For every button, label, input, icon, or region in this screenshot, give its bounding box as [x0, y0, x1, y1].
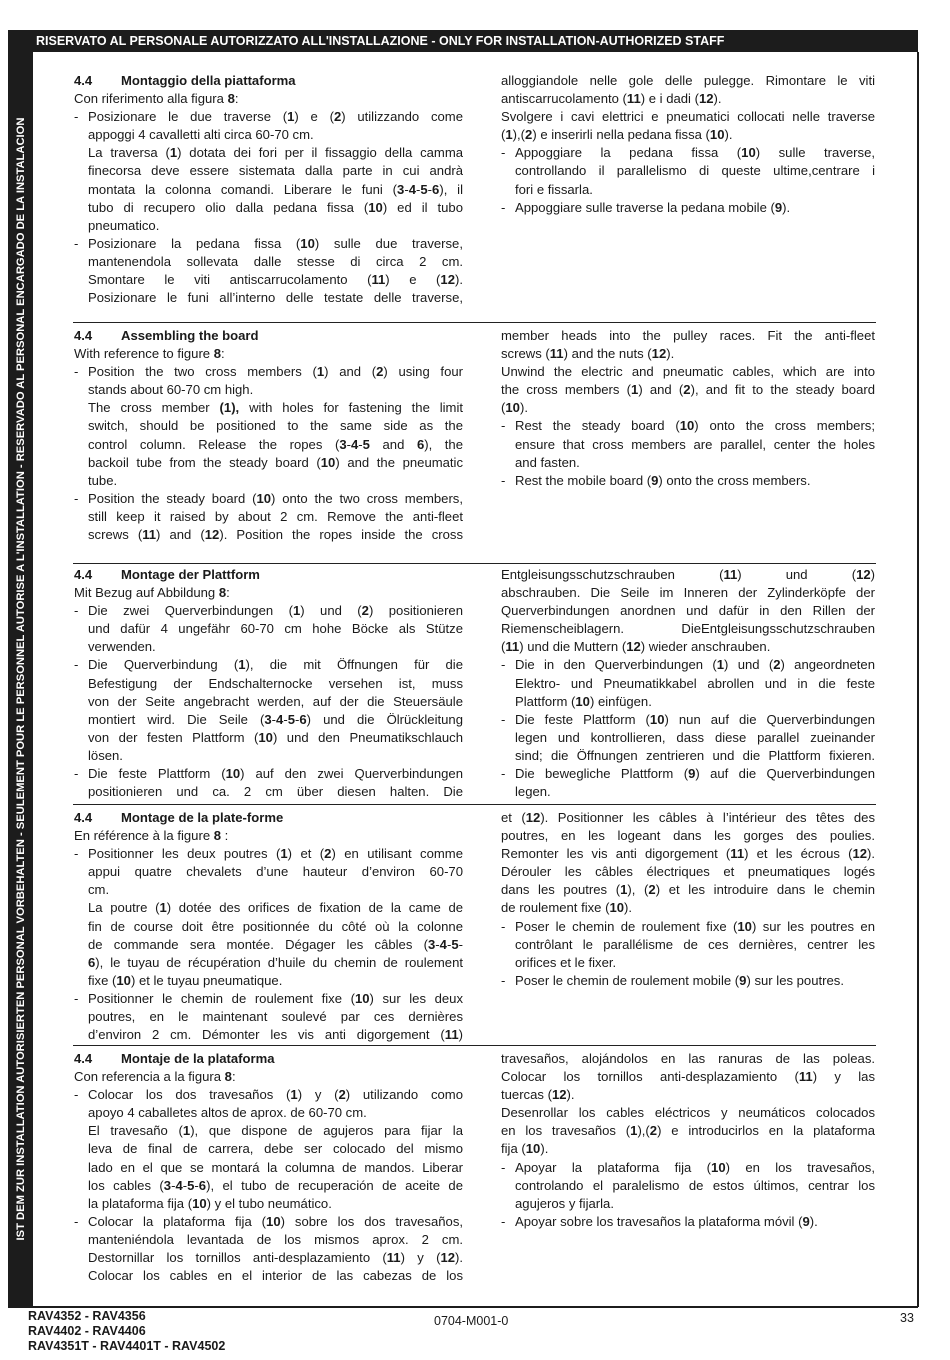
frame-right-border — [917, 52, 919, 1307]
section-heading — [74, 1050, 463, 1068]
text-line: los cables (3-4-5-6), el tubo de recuperación de aceite de — [88, 1177, 463, 1193]
text-line: d’environ 2 cm. Démonter les vis anti digorgement (11) — [88, 1027, 463, 1043]
section-number: 4.4 — [74, 328, 93, 343]
german-right-column — [501, 566, 875, 801]
section-divider — [73, 804, 876, 805]
italian-left-column — [74, 72, 463, 307]
text-line: - Apoyar la plataforma fija (10) en los travesaños, — [501, 1159, 875, 1177]
german-left-column — [74, 566, 463, 801]
text-line: lösen. — [88, 747, 123, 763]
section-divider — [73, 1045, 876, 1046]
text-line: leva de final de carrera, debe ser colocado del mismo — [88, 1141, 463, 1157]
text-line: positionieren und ca. 2 cm über diesen halten. Die — [88, 784, 463, 800]
text-line: - Die Querverbindung (1), die mit Öffnungen für die — [74, 656, 463, 674]
text-line: fixe (10) et le tuyau pneumatique. — [88, 972, 283, 988]
text-line: Elektro- und Pneumatikkabel abrollen und in die feste — [515, 675, 875, 691]
text-line: - Position the steady board (10) onto the two cross members, — [74, 490, 463, 508]
text-line: Posizionare le funi all’interno delle testate delle traverse, — [88, 290, 463, 306]
text-line: alloggiandole nelle gole delle pulegge. Rimontare le viti — [501, 73, 875, 88]
text-line: Smontare le viti antiscarrucolamento (11) e (12). — [88, 272, 463, 288]
text-line: pneumatico. — [88, 217, 160, 233]
text-line: - Die bewegliche Plattform (9) auf die Querverbindungen — [501, 765, 875, 783]
french-left-column — [74, 809, 463, 1044]
sidebar-vertical-text: IST DEM ZUR INSTALLATION AUTORISIERTEN PERSONAL VORBEHALTEN - SEULEMENT POUR LE PERSONNEL AUTORISE A L'INSTALLATION - RESERVADO AL PERSONAL ENCARGADO DE LA INSTALACION — [14, 117, 27, 1241]
text-line: de commande sera montée. Dégager les câbles (3-4-5- — [88, 936, 463, 952]
text-line: (1),(2) e inserirli nella pedana fissa (10). — [501, 127, 733, 143]
text-line: En référence à la figure 8 : — [74, 828, 229, 844]
text-line: (11) und die Muttern (12) wieder anschrauben. — [501, 639, 771, 655]
text-line: de roulement fixe (10). — [501, 900, 633, 916]
section-heading — [74, 809, 463, 827]
footer-model-line: RAV4351T - RAV4401T - RAV4502 — [28, 1339, 226, 1353]
french-right-column — [501, 809, 875, 990]
footer-model-line: RAV4402 - RAV4406 — [28, 1324, 146, 1338]
english-right-column — [501, 327, 875, 490]
document-code: 0704-M001-0 — [434, 1314, 509, 1328]
text-line: Plattform (10) einfügen. — [515, 693, 652, 709]
section-title: Assembling the board — [121, 328, 259, 343]
text-line: The cross member (1), with holes for fastening the limit — [88, 400, 463, 416]
text-line: apoyo 4 caballetes altos de aprox. de 60-70 cm. — [88, 1105, 367, 1121]
text-line: - Posizionare le due traverse (1) e (2) utilizzando come — [74, 108, 463, 126]
text-line: travesaños, alojándolos en las ranuras de las poleas. — [501, 1051, 875, 1066]
section-number: 4.4 — [74, 810, 93, 825]
text-line: Mit Bezug auf Abbildung 8: — [74, 585, 230, 601]
text-line: antiscarrucolamento (11) e i dadi (12). — [501, 91, 722, 107]
text-line: ensure that cross members are parallel, center the holes — [515, 436, 875, 452]
text-line: la plataforma fija (10) y el tubo neumático. — [88, 1195, 332, 1211]
text-line: legen und kontrollieren, dass diese parallel zueinander — [515, 729, 875, 745]
text-line: agujeros y fijarla. — [515, 1195, 614, 1211]
text-line: contrôlant le parallélisme de ces dernières, centrer les — [515, 936, 875, 952]
text-line: Destornillar los tornillos anti-desplazamiento (11) y (12). — [88, 1250, 463, 1266]
text-line: und dafür 4 ungefähr 60-70 cm hohe Böcke als Stütze — [88, 621, 463, 637]
text-line: - Colocar los dos travesaños (1) y (2) utilizando como — [74, 1086, 463, 1104]
text-line: von der festen Plattform (10) und den Pneumatikschlauch — [88, 729, 463, 745]
text-line: montata la colonna comandi. Liberare le funi (3-4-5-6), il — [88, 181, 463, 197]
text-line: Entgleisungsschutzschrauben (11) und (12) — [501, 567, 875, 582]
text-line: Con referencia a la figura 8: — [74, 1069, 236, 1085]
text-line: Desenrollar los cables eléctricos y neumáticos colocados — [501, 1105, 875, 1121]
text-line: cm. — [88, 882, 110, 898]
text-line: controlando el paralelismo de estos últimos, centrar los — [515, 1177, 875, 1193]
text-line: abschrauben. Die Seile im Inneren der Zylinderköpfe der — [501, 585, 875, 601]
text-line: - Positionner les deux poutres (1) et (2) en utilisant comme — [74, 845, 463, 863]
text-line: - Rest the steady board (10) onto the cross members; — [501, 417, 875, 435]
text-line: screws (11) and the nuts (12). — [501, 346, 675, 362]
text-line: - Colocar la plataforma fija (10) sobre los dos travesaños, — [74, 1213, 463, 1231]
text-line: - Die in den Querverbindungen (1) und (2) angeordneten — [501, 656, 875, 674]
text-line: El travesaño (1), que dispone de agujeros para fijar la — [88, 1123, 463, 1139]
section-divider — [73, 563, 876, 564]
text-line: tubo di recupero olio dalla pedana fissa (10) ed il tubo — [88, 199, 463, 215]
header-banner: RISERVATO AL PERSONALE AUTORIZZATO ALL'INSTALLAZIONE - ONLY FOR INSTALLATION-AUTHORIZED STAFF — [8, 30, 918, 52]
text-line: switch, should be positioned to the same side as the — [88, 418, 463, 434]
text-line: mantenendola sollevata dalle stesse di circa 2 cm. — [88, 253, 463, 269]
section-number: 4.4 — [74, 567, 93, 582]
italian-right-column — [501, 72, 875, 217]
text-line: von der Seite angebracht werden, auf der die Steuersäule — [88, 693, 463, 709]
text-line: - Die feste Plattform (10) auf den zwei Querverbindungen — [74, 765, 463, 783]
english-left-column — [74, 327, 463, 544]
section-heading — [74, 72, 463, 90]
spanish-left-column — [74, 1050, 463, 1285]
text-line: legen. — [515, 784, 551, 800]
text-line: orifices et le fixer. — [515, 954, 617, 970]
section-number: 4.4 — [74, 73, 93, 88]
text-line: fin de course doit être positionnée du côté où la colonne — [88, 918, 463, 934]
text-line: poutres, en les logeant dans les gorges des poulies. — [501, 828, 875, 844]
text-line: verwenden. — [88, 639, 156, 655]
text-line: 6), le tuyau de récupération d’huile du chemin de roulement — [88, 954, 463, 970]
text-line: - Appoggiare sulle traverse la pedana mobile (9). — [501, 199, 875, 217]
text-line: tube. — [88, 472, 118, 488]
section-divider — [73, 322, 876, 323]
text-line: backoil tube from the steady board (10) and the pneumatic — [88, 454, 463, 470]
text-line: lado en el que se montará la columna de mandos. Liberar — [88, 1159, 463, 1175]
text-line: - Positionner le chemin de roulement fixe (10) sur les deux — [74, 990, 463, 1008]
text-line: fori e fissarla. — [515, 181, 593, 197]
text-line: Querverbindungen anordnen und dafür in den Rillen der — [501, 603, 875, 619]
text-line: appui quatre chevalets d’une hauteur d’environ 60-70 — [88, 864, 463, 880]
text-line: La poutre (1) dotée des orifices de fixation de la came de — [88, 900, 463, 916]
sidebar-strip — [8, 52, 33, 1307]
text-line: en los travesaños (1),(2) e introducirlos en la plataforma — [501, 1123, 875, 1139]
spanish-right-column — [501, 1050, 875, 1231]
footer-model-list — [28, 1309, 225, 1354]
text-line: - Die feste Plattform (10) nun auf die Querverbindungen — [501, 711, 875, 729]
text-line: appoggi 4 cavalletti alti circa 60-70 cm. — [88, 127, 314, 143]
text-line: fija (10). — [501, 1141, 549, 1157]
text-line: screws (11) and (12). Position the ropes inside the cross — [88, 527, 463, 543]
text-line: La traversa (1) dotata dei fori per il fissaggio della camma — [88, 145, 463, 161]
text-line: - Appoggiare la pedana fissa (10) sulle traverse, — [501, 144, 875, 162]
section-number: 4.4 — [74, 1051, 93, 1066]
text-line: sind; die Öffnungen zentrieren und die Plattform fixieren. — [515, 747, 875, 763]
page-number: 33 — [900, 1311, 914, 1325]
text-line: et (12). Positionner les câbles à l’intérieur des têtes des — [501, 810, 875, 825]
text-line: still keep it raised by about 2 cm. Remove the anti-fleet — [88, 508, 463, 524]
text-line: - Poser le chemin de roulement fixe (10) sur les poutres en — [501, 918, 875, 936]
text-line: Unwind the electric and pneumatic cables, which are into — [501, 364, 875, 380]
text-line: poutres, en le maintenant soulevé par ces dernières — [88, 1009, 463, 1025]
section-heading — [74, 566, 463, 584]
text-line: - Apoyar sobre los travesaños la plataforma móvil (9). — [501, 1213, 875, 1231]
section-heading — [74, 327, 463, 345]
text-line: Befestigung der Endschalternocke versehen ist, muss — [88, 675, 463, 691]
frame-bottom-border — [8, 1306, 918, 1308]
text-line: Dérouler les câbles électriques et pneumatiques logés — [501, 864, 875, 880]
text-line: Svolgere i cavi elettrici e pneumatici collocati nelle traverse — [501, 109, 875, 125]
text-line: and fasten. — [515, 454, 580, 470]
text-line: Colocar los tornillos anti-desplazamiento (11) y las — [501, 1069, 875, 1085]
text-line: - Die zwei Querverbindungen (1) und (2) positionieren — [74, 602, 463, 620]
text-line: control column. Release the ropes (3-4-5 and 6), the — [88, 436, 463, 452]
text-line: montiert wird. Die Seile (3-4-5-6) und die Ölrückleitung — [88, 711, 463, 727]
text-line: dans les poutres (1), (2) et les introduire dans le chemin — [501, 882, 875, 898]
text-line: Colocar los cables en el interior de las cabezas de los — [88, 1268, 463, 1284]
text-line: - Poser le chemin de roulement mobile (9) sur les poutres. — [501, 972, 875, 990]
text-line: tuercas (12). — [501, 1087, 575, 1103]
text-line: Riemenscheiblagern. DieEntgleisungsschutzschrauben — [501, 621, 875, 637]
text-line: finecorsa deve essere sistemata dalla parte in cui andrà — [88, 163, 463, 179]
text-line: (10). — [501, 400, 528, 416]
footer-model-line: RAV4352 - RAV4356 — [28, 1309, 146, 1323]
text-line: the cross members (1) and (2), and fit to the steady board — [501, 382, 875, 398]
text-line: stands about 60-70 cm high. — [88, 382, 254, 398]
text-line: - Posizionare la pedana fissa (10) sulle due traverse, — [74, 235, 463, 253]
text-line: member heads into the pulley races. Fit the anti-fleet — [501, 328, 875, 343]
text-line: Con riferimento alla figura 8: — [74, 91, 239, 107]
section-title: Montaggio della piattaforma — [121, 73, 296, 88]
text-line: - Rest the mobile board (9) onto the cross members. — [501, 472, 875, 490]
text-line: controllando il parallelismo di queste ultime,centrare i — [515, 163, 875, 179]
section-title: Montage de la plate-forme — [121, 810, 284, 825]
text-line: manteniéndola levantada de los mismos aprox. 2 cm. — [88, 1231, 463, 1247]
text-line: - Position the two cross members (1) and (2) using four — [74, 363, 463, 381]
section-title: Montaje de la plataforma — [121, 1051, 275, 1066]
section-title: Montage der Plattform — [121, 567, 260, 582]
text-line: Remonter les vis anti digorgement (11) et les écrous (12). — [501, 846, 875, 862]
text-line: With reference to figure 8: — [74, 346, 225, 362]
